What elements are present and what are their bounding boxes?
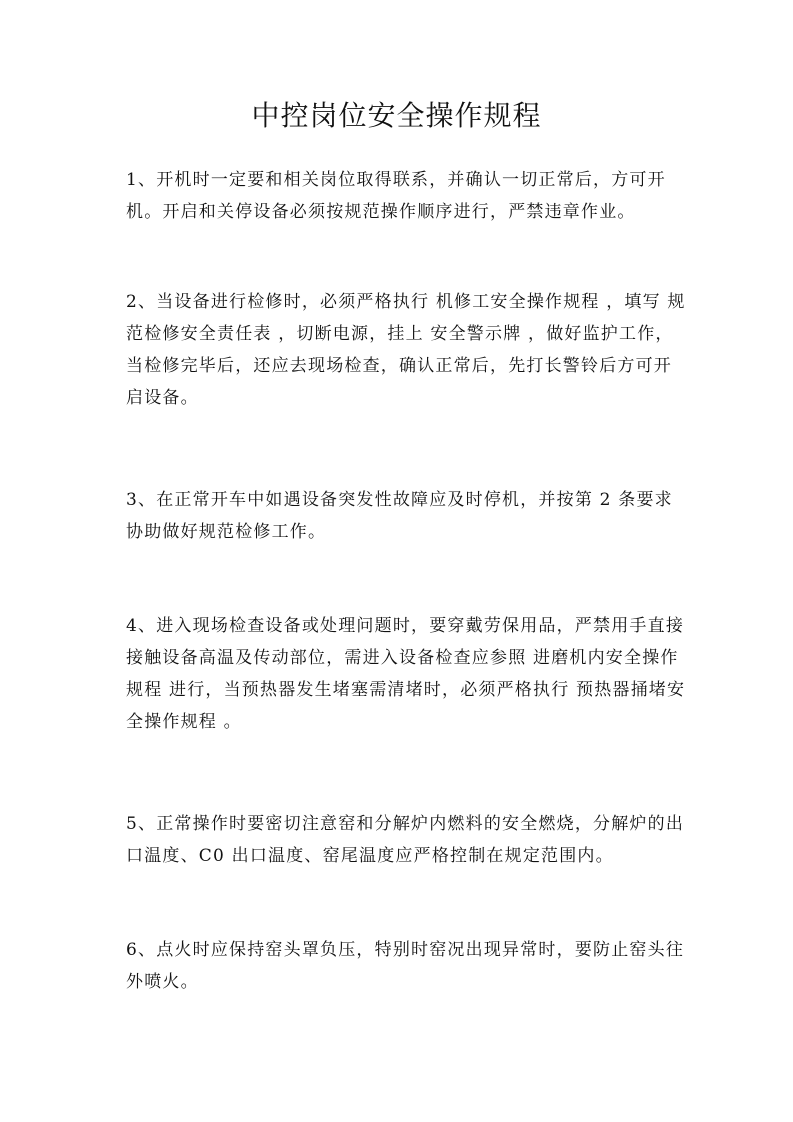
paragraph-1: 1、开机时一定要和相关岗位取得联系，并确认一切正常后，方可开机。开启和关停设备必须按规范操作顺序进行，严禁违章作业。 <box>126 170 666 222</box>
document-title: 中控岗位安全操作规程 <box>251 99 542 132</box>
paragraph-4: 4、进入现场检查设备或处理问题时，要穿戴劳保用品，严禁用手直接接触设备高温及传动部位，需进入设备检查应参照 进磨机内安全操作规程 进行，当预热器发生堵塞需清堵时，必须严格执行 预热器捅堵安全操作规程 。 <box>126 616 686 732</box>
paragraph-2: 2、当设备进行检修时，必须严格执行 机修工安全操作规程 ，填写 规范检修安全责任表 ，切断电源，挂上 安全警示牌 ，做好监护工作，当检修完毕后，还应去现场检查，确认正常后，先打长警铃后方可开启设备。 <box>126 292 686 408</box>
paragraph-3: 3、在正常开车中如遇设备突发性故障应及时停机，并按第 2 条要求协助做好规范检修工作。 <box>126 490 673 542</box>
paragraph-6: 6、点火时应保持窑头罩负压，特别时窑况出现异常时，要防止窑头往外喷火。 <box>126 940 685 992</box>
paragraph-5: 5、正常操作时要密切注意窑和分解炉内燃料的安全燃烧，分解炉的出口温度、C0 出口温度、窑尾温度应严格控制在规定范围内。 <box>126 814 685 866</box>
